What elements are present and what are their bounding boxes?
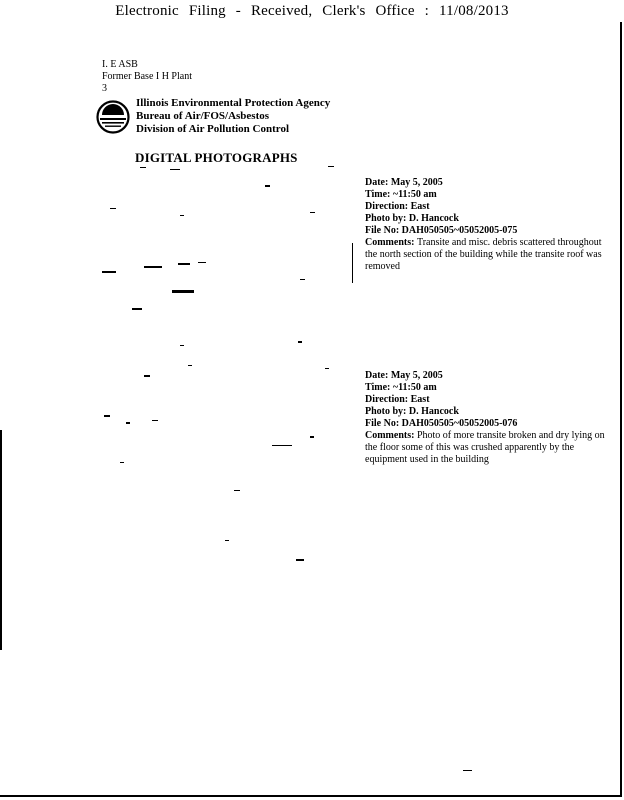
- photo-2-image: [100, 360, 352, 545]
- photo-1-time: Time: ~11:50 am: [365, 189, 437, 200]
- document-title: DIGITAL PHOTOGRAPHS: [135, 150, 298, 165]
- photo-2-direction: Direction: East: [365, 394, 430, 405]
- scan-mark: [352, 243, 353, 283]
- agency-division: Division of Air Pollution Control: [136, 123, 290, 135]
- agency-bureau: Bureau of Air/FOS/Asbestos: [136, 110, 270, 122]
- scan-edge-left: [0, 430, 2, 650]
- agency-block: [136, 97, 330, 136]
- photo-2-time: Time: ~11:50 am: [365, 382, 437, 393]
- photo-1-file-number: File No: DAH050505~05052005-075: [365, 225, 518, 236]
- illinois-epa-seal-icon: [96, 100, 130, 134]
- photo-1-photographer: Photo by: D. Hancock: [365, 213, 459, 224]
- photo-2-comments: [365, 430, 605, 466]
- photo-1-date: Date: May 5, 2005: [365, 177, 443, 188]
- photo-1-caption: [365, 177, 605, 273]
- photo-2-caption: [365, 370, 605, 466]
- photo-2-photographer: Photo by: D. Hancock: [365, 406, 459, 417]
- scan-edge-right: [620, 22, 622, 796]
- scan-edge-bottom: [0, 795, 622, 797]
- photo-1-direction: Direction: East: [365, 201, 430, 212]
- photo-1-comments-label: Comments:: [365, 237, 415, 248]
- photo-1-comments-text: Transite and misc. debris scattered throughout the north section of the building while the transite roof was removed: [365, 237, 602, 272]
- case-line-3: 3: [102, 83, 107, 94]
- agency-name: Illinois Environmental Protection Agency: [136, 97, 331, 109]
- photo-2-comments-text: Photo of more transite broken and dry lying on the floor some of this was crushed apparently by the equipment used in the building: [365, 430, 605, 465]
- photo-2-comments-label: Comments:: [365, 430, 415, 441]
- filing-stamp: Electronic Filing - Received, Clerk's Office : 11/08/2013: [115, 3, 509, 19]
- case-line-1: I. E ASB: [102, 59, 138, 70]
- case-line-2: Former Base I H Plant: [102, 71, 192, 82]
- photo-1-comments: [365, 237, 605, 273]
- photo-2-file-number: File No: DAH050505~05052005-076: [365, 418, 518, 429]
- footer-mark: [463, 770, 472, 771]
- photo-1-image: [100, 165, 352, 350]
- photo-2-date: Date: May 5, 2005: [365, 370, 443, 381]
